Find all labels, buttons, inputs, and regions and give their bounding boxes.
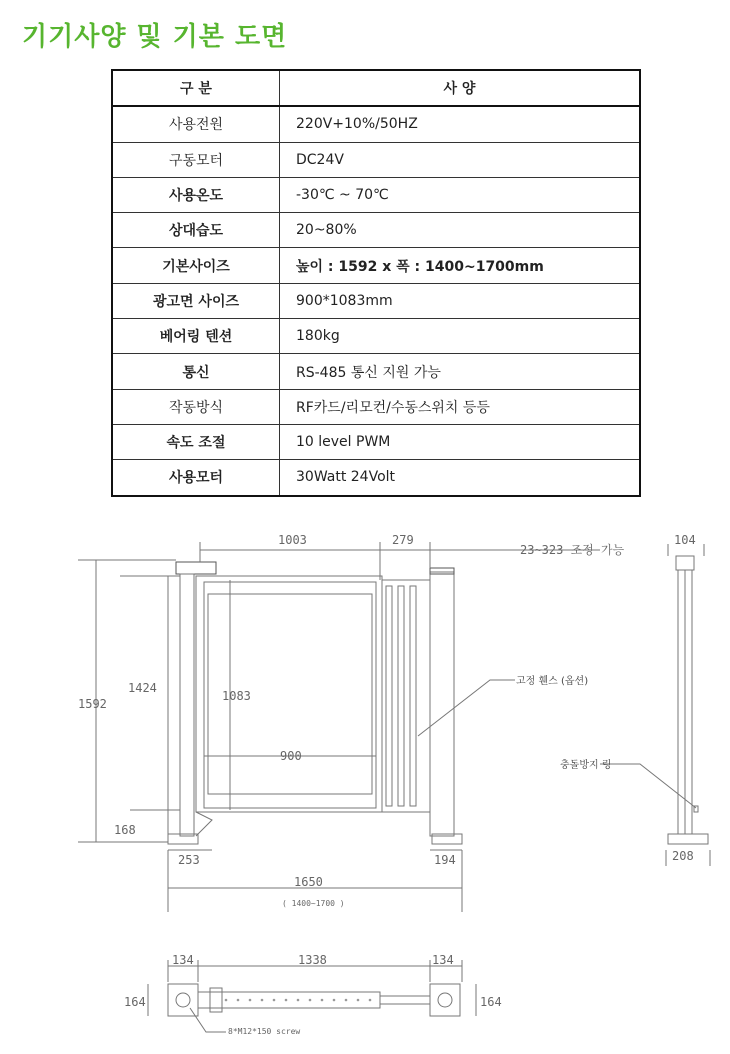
spec-value: 220V+10%/50HZ xyxy=(280,106,641,142)
dim-194: 194 xyxy=(434,853,456,867)
spec-value: 30Watt 24Volt xyxy=(280,460,641,496)
spec-key: 통신 xyxy=(112,354,280,389)
spec-row xyxy=(112,142,640,177)
spec-row xyxy=(112,177,640,212)
spec-key: 광고면 사이즈 xyxy=(112,283,280,318)
spec-key: 사용모터 xyxy=(112,460,280,496)
spec-row xyxy=(112,354,640,389)
dim-adjust: 23~323 조정 가능 xyxy=(520,543,625,557)
spec-value: 180kg xyxy=(280,319,641,354)
spec-table-header xyxy=(112,70,640,106)
spec-value: RF카드/리모컨/수동스위치 등등 xyxy=(280,389,641,424)
dim-1338: 1338 xyxy=(298,953,327,967)
spec-row xyxy=(112,319,640,354)
spec-key: 속도 조절 xyxy=(112,424,280,459)
page-title: 기기사양 및 기본 도면 xyxy=(22,22,288,52)
spec-key: 상대습도 xyxy=(112,213,280,248)
spec-row xyxy=(112,389,640,424)
dim-1083: 1083 xyxy=(222,689,251,703)
dim-168: 168 xyxy=(114,823,136,837)
spec-key: 베어링 텐션 xyxy=(112,319,280,354)
dim-1592: 1592 xyxy=(78,697,107,711)
spec-row xyxy=(112,283,640,318)
spec-row xyxy=(112,106,640,142)
dim-range: ( 1400~1700 ) xyxy=(282,899,345,908)
spec-value: DC24V xyxy=(280,142,641,177)
gate-drawing xyxy=(0,520,730,1054)
dim-164b: 164 xyxy=(480,995,502,1009)
spec-row xyxy=(112,424,640,459)
ring-label: 충돌방지 링 xyxy=(560,760,612,771)
dim-1650: 1650 xyxy=(294,875,323,889)
spec-key: 작동방식 xyxy=(112,389,280,424)
spec-value: 높이 : 1592 x 폭 : 1400~1700mm xyxy=(280,248,641,283)
spec-key: 사용온도 xyxy=(112,177,280,212)
header-value: 사 양 xyxy=(280,70,641,106)
screw-label: 8*M12*150 screw xyxy=(228,1027,301,1036)
dim-208: 208 xyxy=(672,849,694,863)
spec-value: 20~80% xyxy=(280,213,641,248)
dim-134a: 134 xyxy=(172,953,194,967)
spec-value: RS-485 통신 지원 가능 xyxy=(280,354,641,389)
spec-key: 구동모터 xyxy=(112,142,280,177)
dim-134b: 134 xyxy=(432,953,454,967)
dim-164a: 164 xyxy=(124,995,146,1009)
header-key: 구 분 xyxy=(112,70,280,106)
spec-key: 기본사이즈 xyxy=(112,248,280,283)
fence-label: 고정 휀스 (옵션) xyxy=(516,676,589,687)
spec-key: 사용전원 xyxy=(112,106,280,142)
dim-253: 253 xyxy=(178,853,200,867)
dim-279: 279 xyxy=(392,533,414,547)
spec-row xyxy=(112,213,640,248)
spec-table xyxy=(111,69,641,497)
dim-1424: 1424 xyxy=(128,681,157,695)
spec-value: 10 level PWM xyxy=(280,424,641,459)
dim-900: 900 xyxy=(280,749,302,763)
dim-1003: 1003 xyxy=(278,533,307,547)
spec-row xyxy=(112,248,640,283)
dim-104: 104 xyxy=(674,533,696,547)
spec-value: 900*1083mm xyxy=(280,283,641,318)
spec-row xyxy=(112,460,640,496)
spec-value: -30℃ ~ 70℃ xyxy=(280,177,641,212)
